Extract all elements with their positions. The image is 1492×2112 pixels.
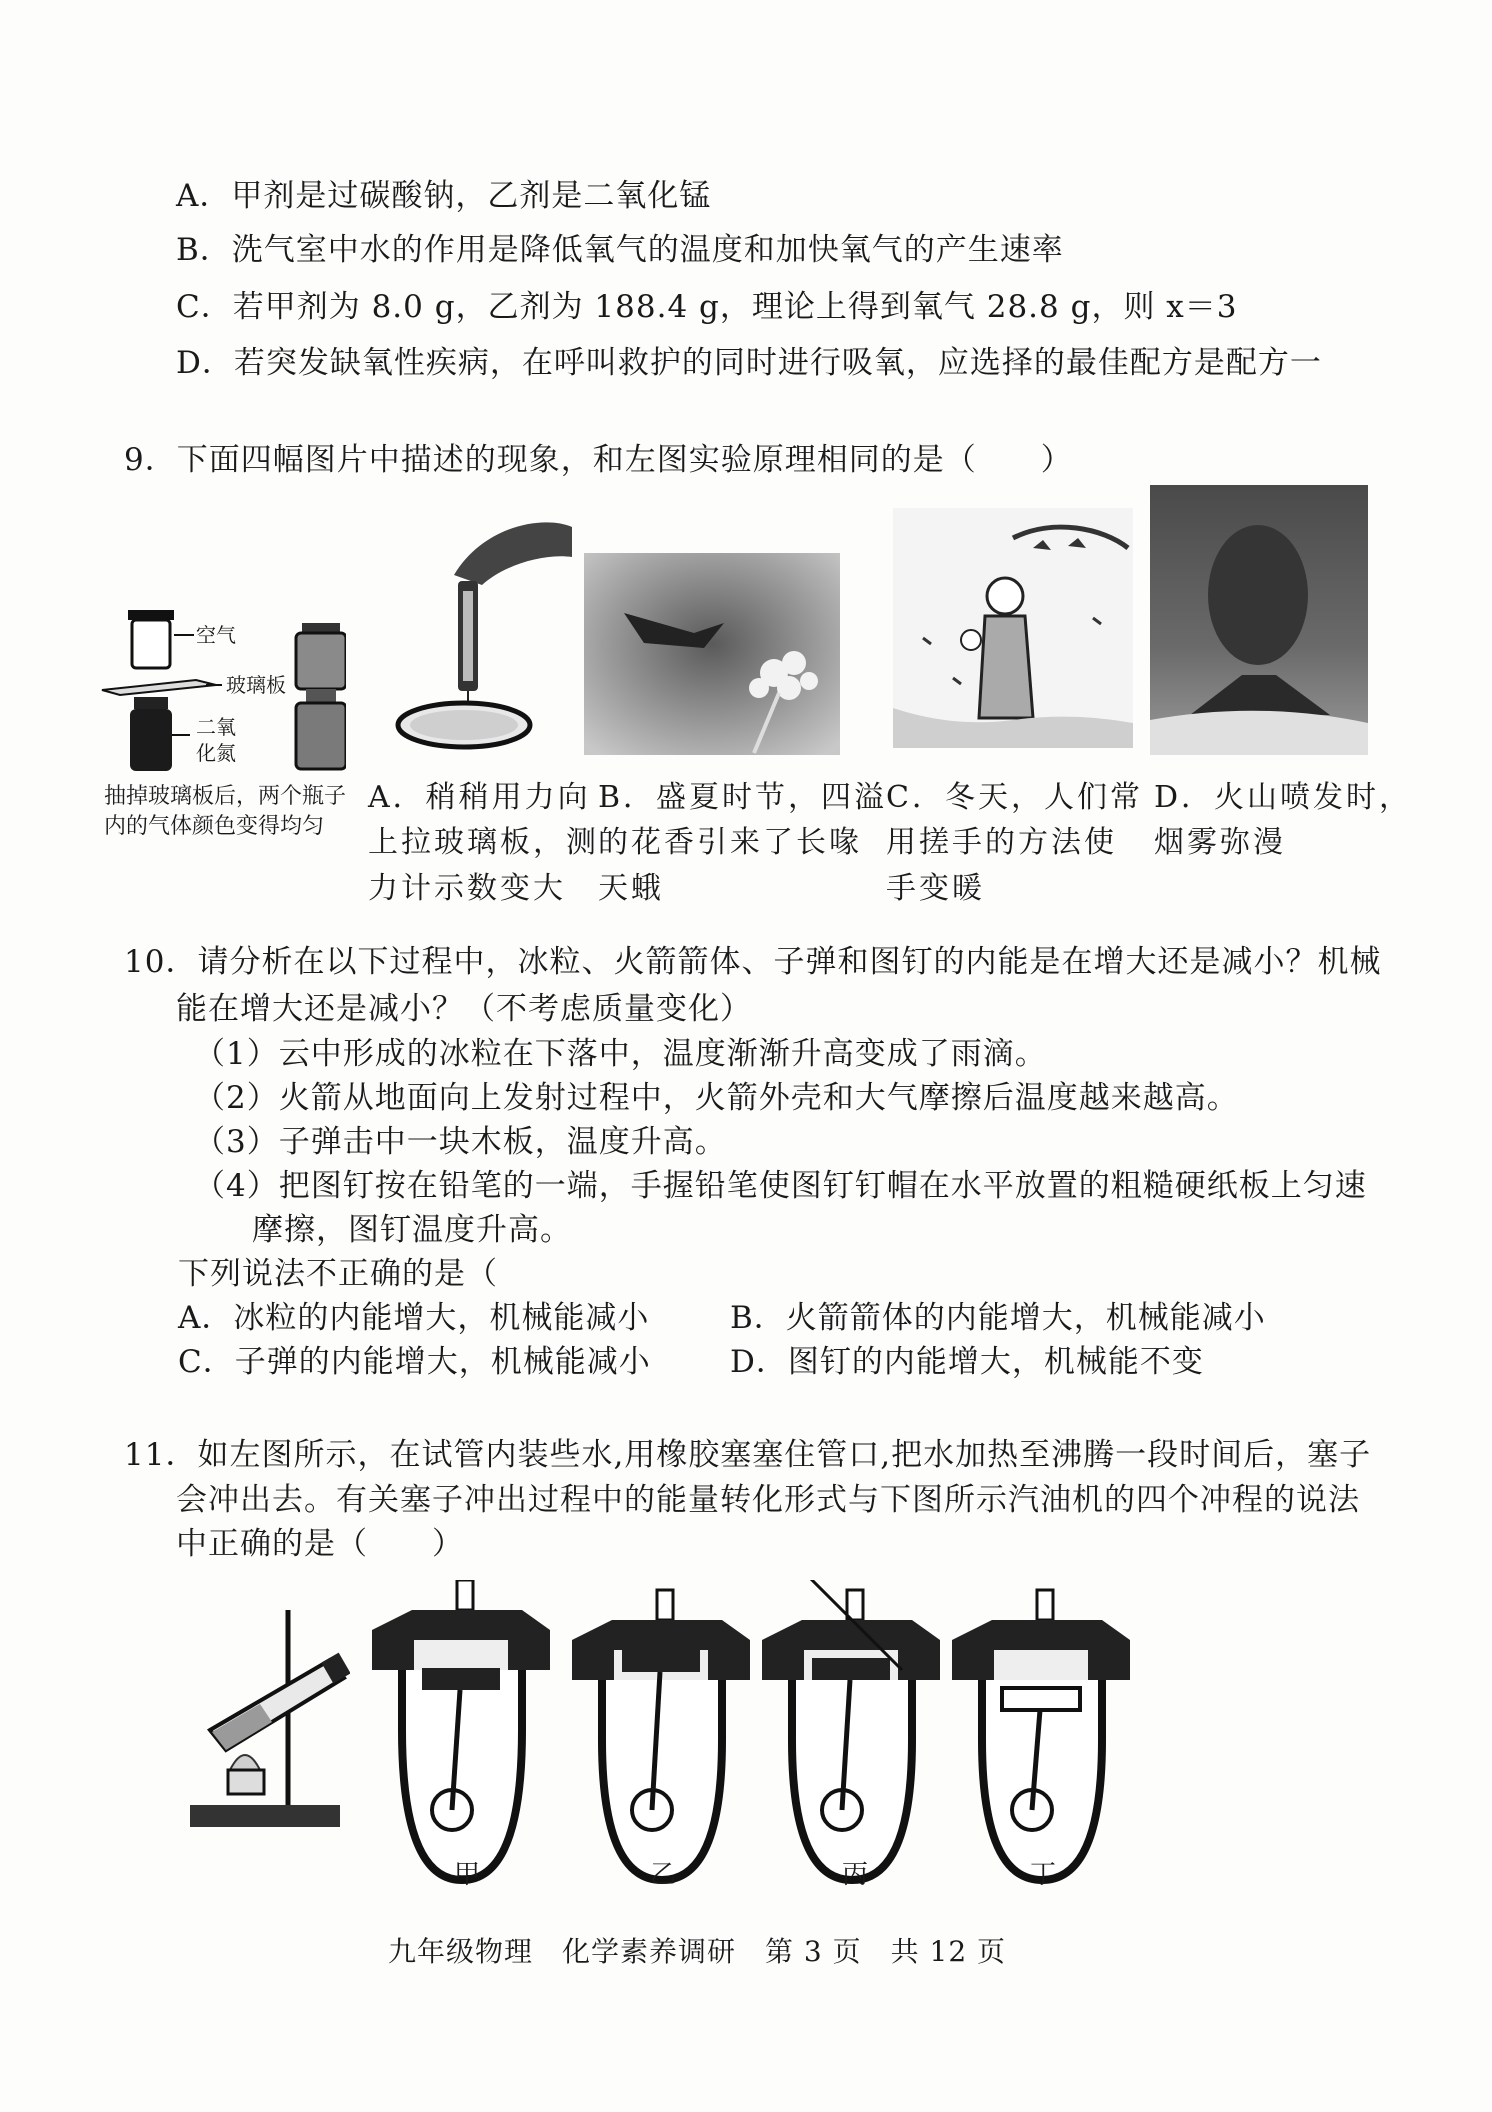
q9-option-a-line3: 力计示数变大 [368, 871, 566, 906]
engine-stroke-ding [952, 1590, 1130, 1880]
q9-option-a-line1: A．稍稍用力向 [368, 780, 591, 815]
q9-option-d-line2: 烟雾弥漫 [1154, 825, 1286, 860]
q10-option-c: C．子弹的内能增大，机械能减小 [178, 1344, 651, 1380]
lower-bottle [130, 697, 172, 771]
test-tube-heating-figure [190, 1610, 350, 1835]
q9-option-b-line3: 天蛾 [598, 871, 664, 906]
engine-label-ding: 丁 [1030, 1860, 1057, 1890]
q9-stem: 9．下面四幅图片中描述的现象，和左图实验原理相同的是（ ） [124, 442, 1073, 478]
q10-item-2: （2）火箭从地面向上发射过程中，火箭外壳和大气摩擦后温度越来越高。 [194, 1080, 1239, 1116]
q10-item-3: （3）子弹击中一块木板，温度升高。 [194, 1124, 727, 1160]
engine-stroke-jia [372, 1580, 550, 1880]
q10-ask: 下列说法不正确的是（ [178, 1256, 498, 1292]
q9-option-c-line3: 手变暖 [886, 871, 985, 906]
engine-label-jia: 甲 [454, 1860, 481, 1890]
upper-bottle [128, 610, 174, 668]
engine-label-bing: 丙 [842, 1860, 869, 1890]
glass-plate [102, 680, 216, 695]
q9-option-b-line1: B．盛夏时节，四溢 [598, 780, 888, 815]
q10-option-a: A．冰粒的内能增大，机械能减小 [178, 1300, 650, 1336]
q9-option-c-line1: C．冬天，人们常 [886, 780, 1143, 815]
q8-option-a: A．甲剂是过碳酸钠，乙剂是二氧化锰 [176, 178, 712, 214]
q10-item-4-line2: 摩擦，图钉温度升高。 [252, 1212, 572, 1248]
q10-option-b: B．火箭箭体的内能增大，机械能减小 [730, 1300, 1266, 1336]
q10-option-d: D．图钉的内能增大，机械能不变 [730, 1344, 1204, 1380]
engine-stroke-bing [762, 1580, 940, 1880]
left-fig-caption-2: 内的气体颜色变得均匀 [104, 814, 325, 839]
q11-stem-line3: 中正确的是（ ） [176, 1526, 464, 1562]
rubbing-hands-cartoon [893, 508, 1133, 748]
q10-item-1: （1）云中形成的冰粒在下落中，温度渐渐升高变成了雨滴。 [194, 1036, 1047, 1072]
q9-option-c-line2: 用搓手的方法使 [886, 825, 1117, 860]
label-no2-line1: 二氧 [196, 715, 236, 739]
label-glass-plate: 玻璃板 [226, 673, 286, 697]
q10-stem-line1: 10．请分析在以下过程中，冰粒、火箭箭体、子弹和图钉的内能是在增大还是减小？机械 [124, 944, 1382, 980]
hawkmoth-flower-photo [584, 553, 840, 755]
volcano-photo [1150, 485, 1368, 755]
spring-scale-image [394, 515, 574, 755]
label-air: 空气 [196, 623, 236, 647]
q11-stem-line1: 11．如左图所示，在试管内装些水,用橡胶塞塞住管口,把水加热至沸腾一段时间后，塞子 [124, 1437, 1372, 1473]
q9-option-b-line2: 的花香引来了长喙 [598, 825, 862, 860]
q10-item-4-line1: （4）把图钉按在铅笔的一端，手握铅笔使图钉钉帽在水平放置的粗糙硬纸板上匀速 [194, 1168, 1367, 1204]
q9-option-a-line2: 上拉玻璃板，测 [368, 825, 599, 860]
left-fig-caption-1: 抽掉玻璃板后，两个瓶子 [104, 784, 347, 809]
label-no2-line2: 化氮 [196, 741, 236, 765]
page-footer: 九年级物理 化学素养调研 第 3 页 共 12 页 [388, 1935, 1007, 1968]
q8-option-b: B．洗气室中水的作用是降低氧气的温度和加快氧气的产生速率 [176, 232, 1064, 268]
four-stroke-engine-diagrams [372, 1580, 1172, 1885]
q8-option-c: C．若甲剂为 8.0 g，乙剂为 188.4 g，理论上得到氧气 28.8 g，则 x＝3 [176, 289, 1238, 325]
q11-stem-line2: 会冲出去。有关塞子冲出过程中的能量转化形式与下图所示汽油机的四个冲程的说法 [176, 1482, 1360, 1518]
mixed-bottle [296, 623, 346, 769]
q8-option-d: D．若突发缺氧性疾病，在呼叫救护的同时进行吸氧，应选择的最佳配方是配方一 [176, 345, 1322, 381]
engine-label-yi: 乙 [650, 1860, 677, 1890]
engine-stroke-yi [572, 1590, 750, 1880]
q10-stem-line2: 能在增大还是减小？（不考虑质量变化） [176, 991, 752, 1027]
q9-option-d-line1: D．火山喷发时， [1154, 780, 1413, 815]
